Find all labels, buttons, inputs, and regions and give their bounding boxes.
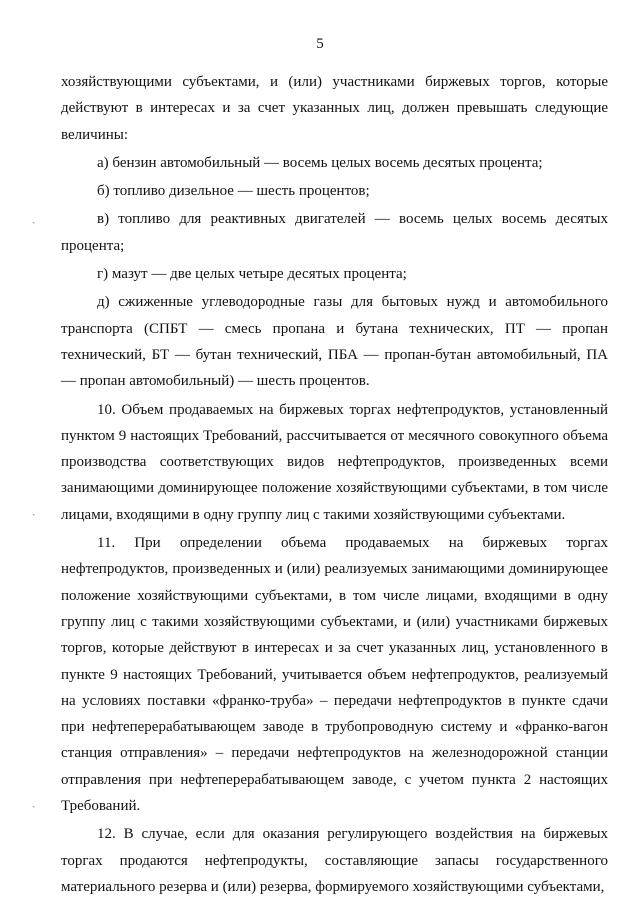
paragraph-10: 10. Объем продаваемых на биржевых торгах нефтепродуктов, установленный пунктом 9 настоящих Требований, рассчитывается от месячного совокупного объема производства соответствующих видов нефтепродуктов, произведенных всеми занимающими доминирующее положение хозяйствующими субъектами, в том числе лицами, входящими в одну группу лиц с такими хозяйствующими субъектами. bbox=[61, 401, 608, 523]
margin-mark: ˎ bbox=[32, 213, 36, 224]
list-item-a: а) бензин автомобильный — восемь целых восемь десятых процента; bbox=[97, 154, 543, 171]
page-number: 5 bbox=[316, 36, 324, 52]
paragraph-11: 11. При определении объема продаваемых на биржевых торгах нефтепродуктов, произведенных и (или) реализуемых занимающими доминирующее положение хозяйствующими субъектами, в том числе лицами, входящими в одну группу лиц с такими хозяйствующими субъектами, и (или) участниками биржевых торгов, которые действуют в интересах и за счет указанных лиц, установленного в пункте 9 настоящих Требований, учитывается объем нефтепродуктов, реализуемый на условиях поставки «франко-труба» – передачи нефтепродуктов в пункте сдачи при нефтеперерабатывающем заводе в трубопроводную систему и «франко-вагон станция отправления» – передачи нефтепродуктов на железнодорожной станции отправления при нефтеперерабатывающем заводе, с учетом пункта 2 настоящих Требований. bbox=[61, 535, 608, 815]
list-item-d: д) сжиженные углеводородные газы для бытовых нужд и автомобильного транспорта (СПБТ — смесь пропана и бутана технических, ПТ — пропан технический, БТ — бутан технический, ПБА — пропан-бутан автомобильный, ПА — пропан автомобильный) — шесть процентов. bbox=[61, 294, 608, 390]
margin-mark: ˎ bbox=[32, 505, 36, 516]
list-item-b: б) топливо дизельное — шесть процентов; bbox=[97, 183, 370, 200]
paragraph-continuation: хозяйствующими субъектами, и (или) участниками биржевых торгов, которые действуют в интересах и за счет указанных лиц, должен превышать следующие величины: bbox=[61, 74, 608, 143]
list-item-g: г) мазут — две целых четыре десятых процента; bbox=[97, 266, 407, 283]
paragraph-12: 12. В случае, если для оказания регулирующего воздействия на биржевых торгах продаются нефтепродукты, составляющие запасы государственного материального резерва и (или) резерва, формируемого хозяйствующими субъектами, bbox=[61, 826, 608, 895]
document-body bbox=[61, 69, 608, 900]
margin-mark: ˎ bbox=[32, 797, 36, 808]
list-item-v: в) топливо для реактивных двигателей — восемь целых восемь десятых процента; bbox=[61, 211, 608, 254]
